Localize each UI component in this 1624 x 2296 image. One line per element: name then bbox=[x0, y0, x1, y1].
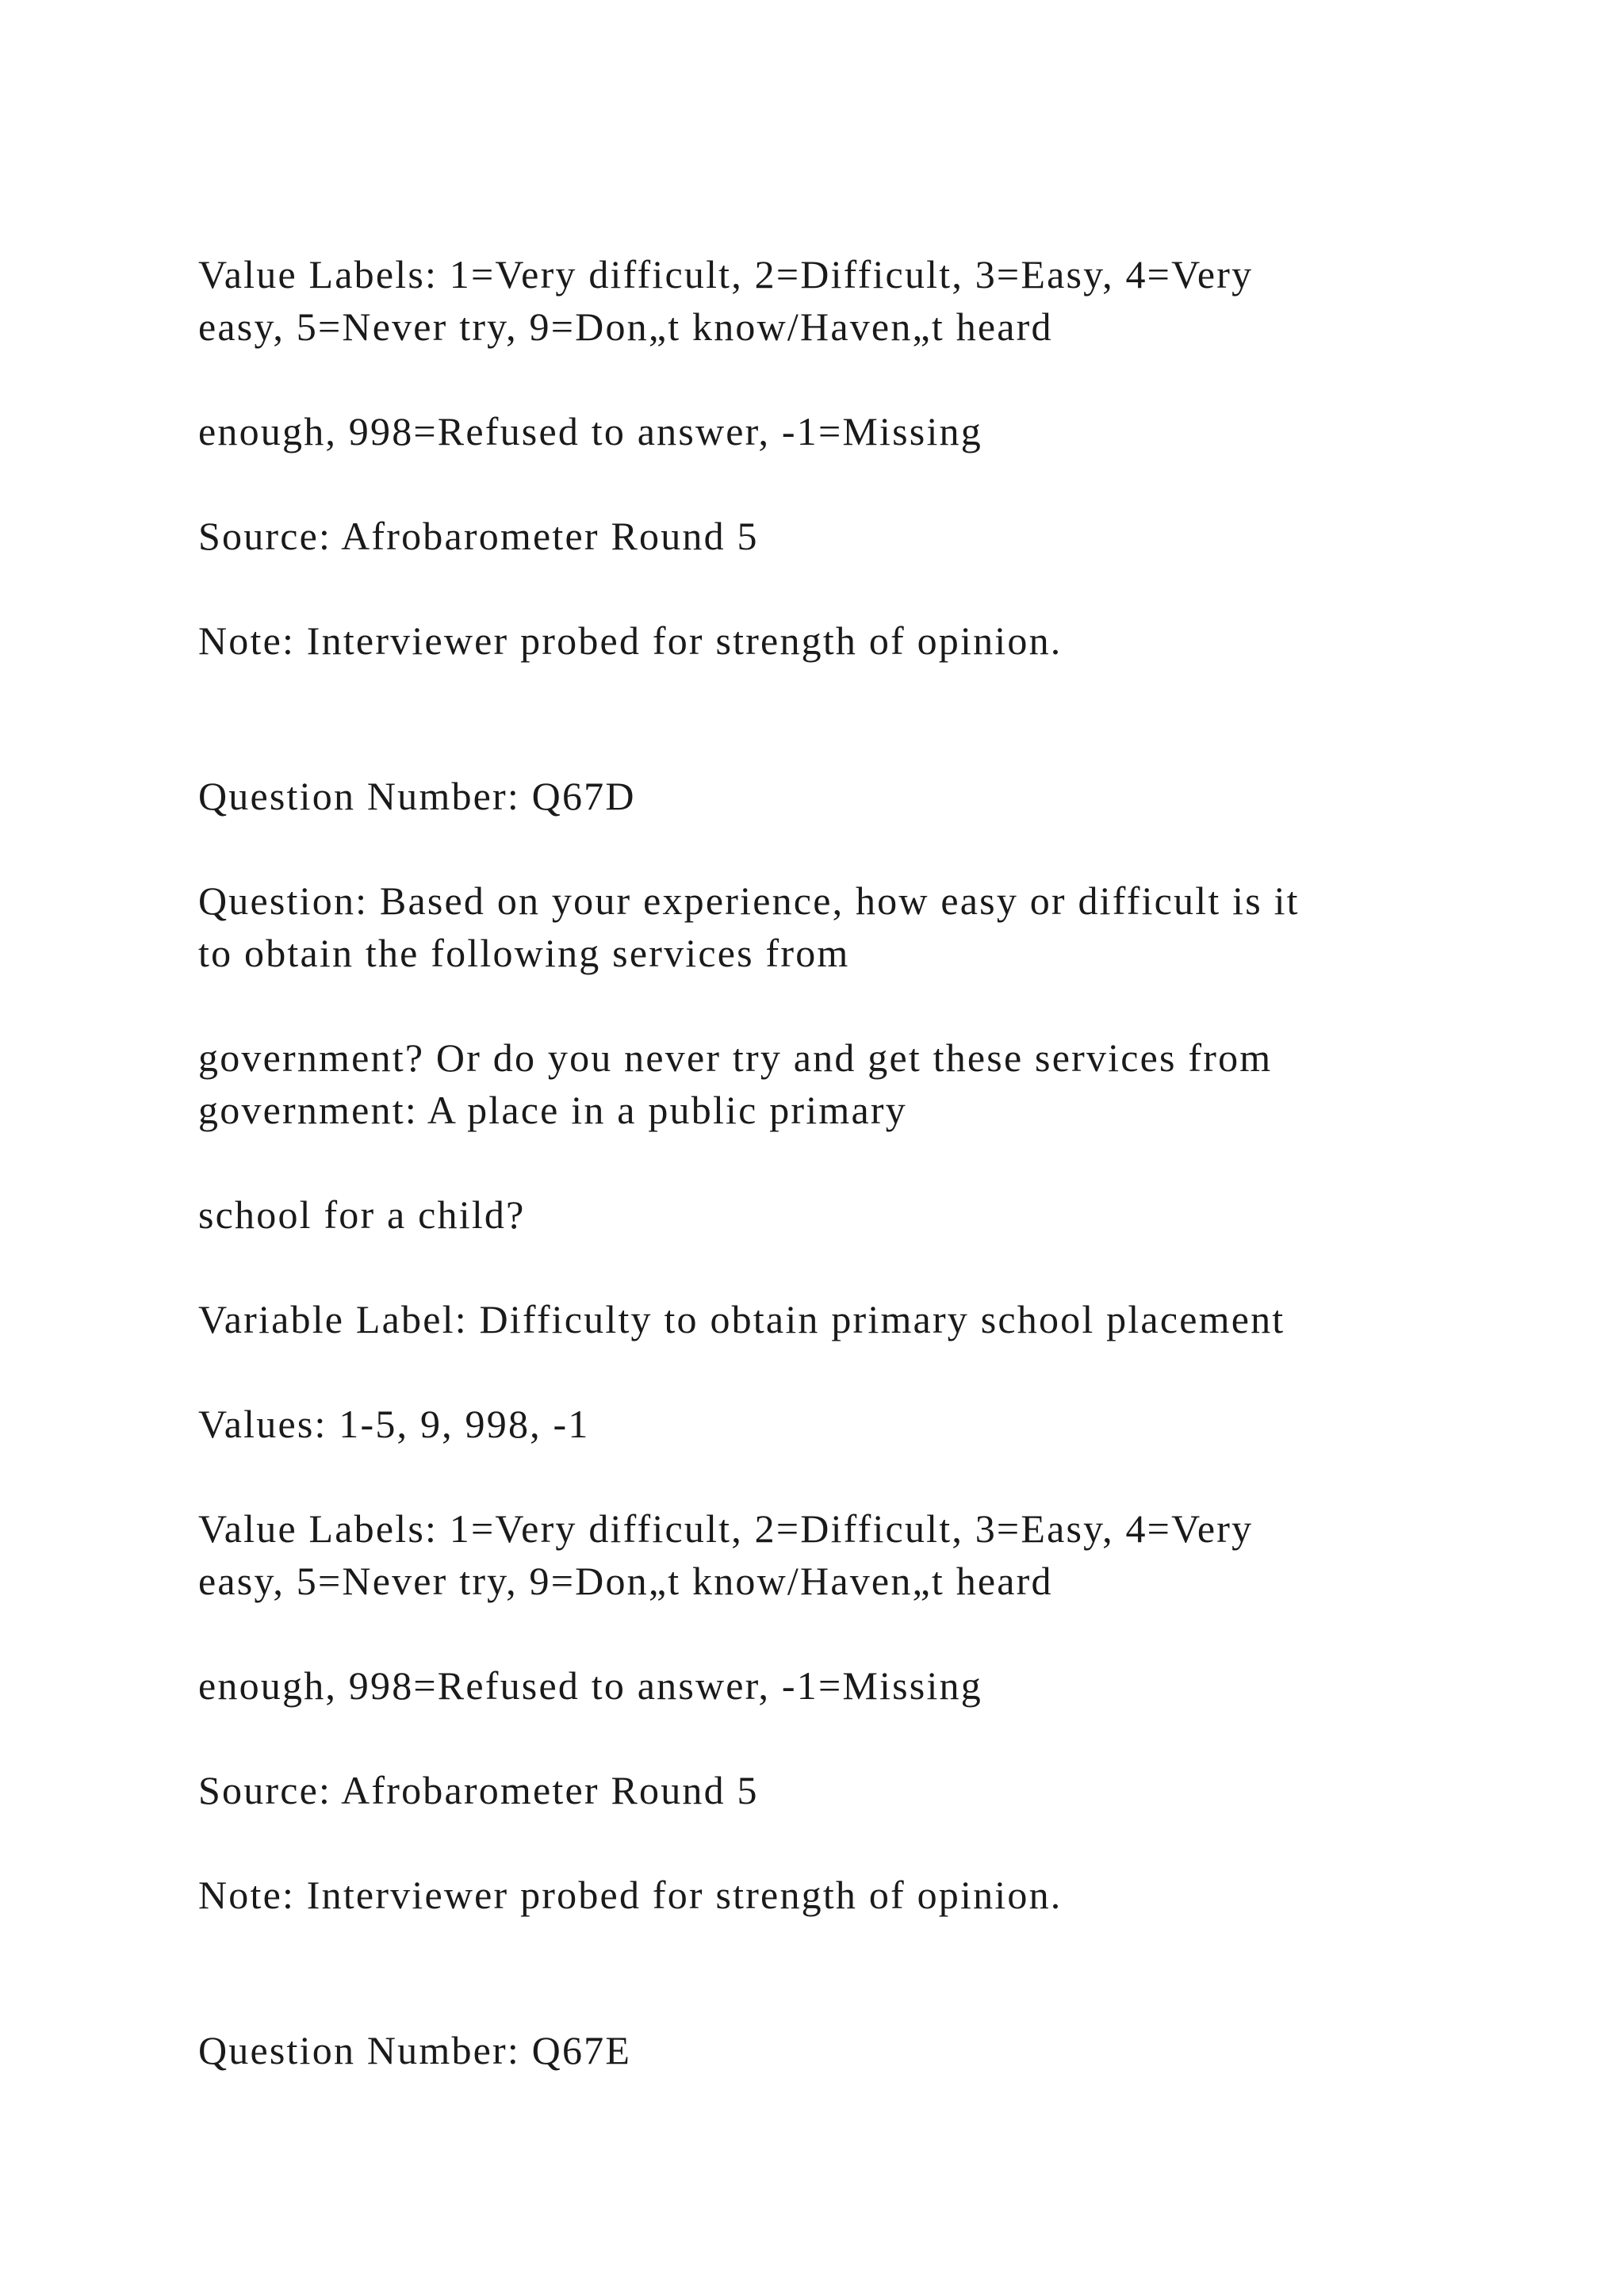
value-labels-line-2: easy, 5=Never try, 9=Don„t know/Haven„t heard bbox=[198, 304, 1053, 349]
values-line: Values: 1-5, 9, 998, -1 bbox=[198, 1402, 590, 1446]
note-line: Note: Interviewer probed for strength of opinion. bbox=[198, 618, 1063, 663]
value-labels-line-1: Value Labels: 1=Very difficult, 2=Difficult, 3=Easy, 4=Very bbox=[198, 252, 1254, 297]
question-text-line-4: government: A place in a public primary bbox=[198, 1088, 907, 1132]
value-labels-q67d-line-3: enough, 998=Refused to answer, -1=Missing bbox=[198, 1663, 982, 1708]
source-line: Source: Afrobarometer Round 5 bbox=[198, 514, 759, 558]
note-q67d-line: Note: Interviewer probed for strength of opinion. bbox=[198, 1873, 1063, 1917]
question-number-q67d: Question Number: Q67D bbox=[198, 774, 636, 818]
question-number-q67e: Question Number: Q67E bbox=[198, 2028, 632, 2072]
value-labels-line-3: enough, 998=Refused to answer, -1=Missing bbox=[198, 409, 982, 453]
value-labels-q67d-line-1: Value Labels: 1=Very difficult, 2=Difficult, 3=Easy, 4=Very bbox=[198, 1506, 1254, 1551]
question-text-line-5: school for a child? bbox=[198, 1192, 526, 1237]
question-text-line-2: to obtain the following services from bbox=[198, 931, 850, 975]
value-labels-q67d-line-2: easy, 5=Never try, 9=Don„t know/Haven„t heard bbox=[198, 1559, 1053, 1603]
question-text-line-3: government? Or do you never try and get these services from bbox=[198, 1035, 1273, 1080]
source-q67d-line: Source: Afrobarometer Round 5 bbox=[198, 1768, 759, 1812]
question-text-line-1: Question: Based on your experience, how easy or difficult is it bbox=[198, 878, 1300, 923]
variable-label-line: Variable Label: Difficulty to obtain primary school placement bbox=[198, 1297, 1285, 1341]
